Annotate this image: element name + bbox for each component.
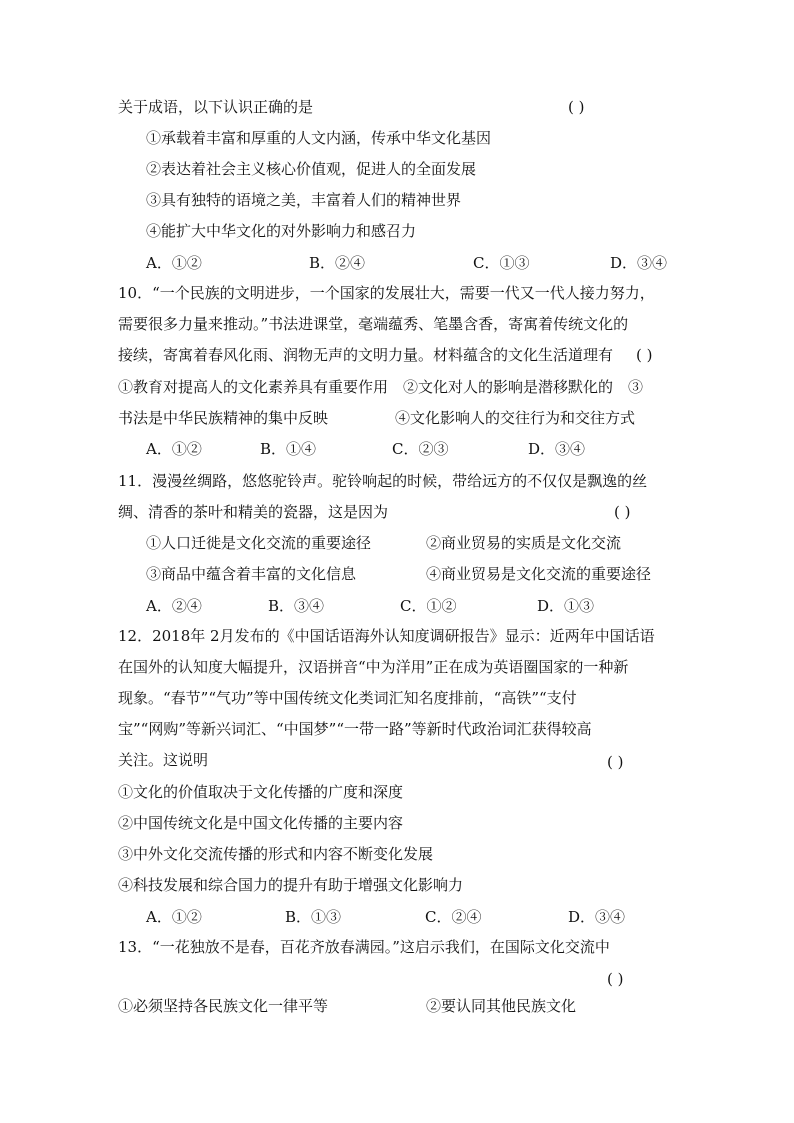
q12-item-1: ①文化的价值取决于文化传播的广度和深度	[118, 783, 404, 801]
q10-item-line-2a: 书法是中华民族精神的集中反映	[118, 409, 329, 427]
q11-stem-line-1: 11．漫漫丝绸路，悠悠驼铃声。驼铃响起的时候，带给远方的不仅仅是飘逸的丝	[118, 472, 648, 490]
q10-option-b: B．①④	[260, 440, 317, 458]
q9-item-2: ②表达着社会主义核心价值观，促进人的全面发展	[146, 160, 477, 178]
q11-item-2: ②商业贸易的实质是文化交流	[426, 534, 622, 552]
q11-item-4: ④商业贸易是文化交流的重要途径	[426, 565, 652, 583]
q10-item-line-2b: ④文化影响人的交往行为和交往方式	[395, 409, 636, 427]
q9-option-d: D．③④	[610, 254, 668, 272]
q12-stem-line-2: 在国外的认知度大幅提升，汉语拼音“中为洋用”正在成为英语圈国家的一种新	[118, 658, 629, 676]
q11-item-1: ①人口迁徙是文化交流的重要途径	[146, 534, 372, 552]
q12-item-4: ④科技发展和综合国力的提升有助于增强文化影响力	[118, 876, 464, 894]
q12-option-d: D．③④	[568, 908, 626, 926]
q10-option-c: C．②③	[392, 440, 449, 458]
q13-answer-blank: ( )	[607, 970, 624, 988]
q10-answer-blank: ( )	[636, 346, 653, 364]
q13-item-2: ②要认同其他民族文化	[426, 997, 577, 1015]
q12-item-2: ②中国传统文化是中国文化传播的主要内容	[118, 814, 404, 832]
q12-stem-line-3: 现象。“春节”“气功”等中国传统文化类词汇知名度排前，“高铁”“支付	[118, 689, 577, 707]
q13-item-1: ①必须坚持各民族文化一律平等	[118, 997, 329, 1015]
q9-item-4: ④能扩大中华文化的对外影响力和感召力	[146, 222, 417, 240]
q9-answer-blank: ( )	[568, 98, 585, 116]
q9-stem: 关于成语，以下认识正确的是	[118, 98, 314, 116]
q12-option-b: B．①③	[285, 908, 342, 926]
q10-stem-line-2: 需要很多力量来推动。”书法进课堂，毫端蕴秀、笔墨含香，寄寓着传统文化的	[118, 315, 629, 333]
q12-stem-line-1: 12．2018年 2月发布的《中国话语海外认知度调研报告》显示：近两年中国话语	[118, 627, 655, 645]
q12-stem-line-5: 关注。这说明	[118, 751, 209, 769]
q9-item-1: ①承载着丰富和厚重的人文内涵，传承中华文化基因	[146, 129, 492, 147]
q10-stem-line-1: 10．“一个民族的文明进步，一个国家的发展壮大，需要一代又一代人接力努力，	[118, 284, 655, 302]
q13-stem-line-1: 13．“一花独放不是春，百花齐放春满园。”这启示我们，在国际文化交流中	[118, 938, 610, 956]
q9-item-3: ③具有独特的语境之美，丰富着人们的精神世界	[146, 191, 462, 209]
q11-option-c: C．①②	[400, 597, 457, 615]
q12-item-3: ③中外文化交流传播的形式和内容不断变化发展	[118, 845, 434, 863]
q10-item-line-1: ①教育对提高人的文化素养具有重要作用 ②文化对人的影响是潜移默化的 ③	[118, 378, 644, 396]
q10-option-d: D．③④	[528, 440, 586, 458]
q10-option-a: A．①②	[146, 440, 202, 458]
q11-answer-blank: ( )	[614, 503, 631, 521]
q9-option-c: C．①③	[473, 254, 530, 272]
q11-stem-line-2: 绸、清香的茶叶和精美的瓷器，这是因为	[118, 503, 389, 521]
q9-option-b: B．②④	[309, 254, 366, 272]
q9-option-a: A．①②	[146, 254, 202, 272]
q12-stem-line-4: 宝”“网购”等新兴词汇、“中国梦”“一带一路”等新时代政治词汇获得较高	[118, 720, 592, 738]
q12-answer-blank: ( )	[607, 753, 624, 771]
q11-option-a: A．②④	[146, 597, 202, 615]
q12-option-a: A．①②	[146, 908, 202, 926]
q11-item-3: ③商品中蕴含着丰富的文化信息	[146, 565, 357, 583]
q12-option-c: C．②④	[425, 908, 482, 926]
q11-option-b: B．③④	[268, 597, 325, 615]
q11-option-d: D．①③	[537, 597, 595, 615]
q10-stem-line-3: 接续，寄寓着春风化雨、润物无声的文明力量。材料蕴含的文化生活道理有	[118, 346, 614, 364]
